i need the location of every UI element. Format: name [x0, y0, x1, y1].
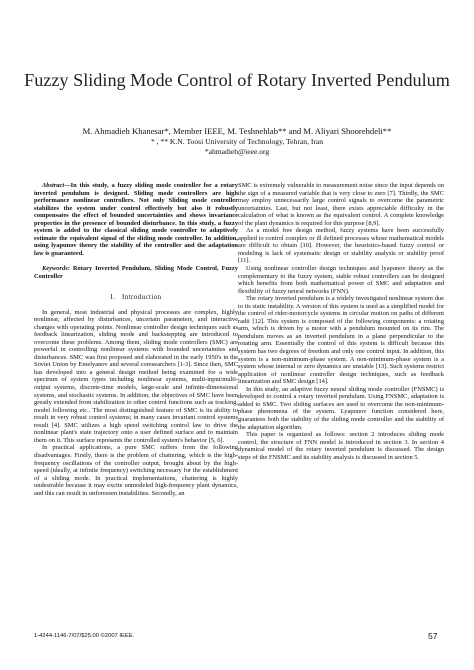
affiliation: * , ** K.N. Toosi University of Technology, Tehran, Iran	[150, 137, 324, 146]
keywords-text: Rotary Inverted Pendulum, Sliding Mode Control, Fuzzy Controller	[34, 265, 238, 281]
keywords	[34, 265, 238, 280]
abstract	[34, 182, 238, 257]
body-paragraph: SMC is extremely vulnerable to measurement noise since the input depends on the sign of a measured variable that is very close to zero [7]. Thirdly, the SMC may employ unnecessarily large control signals to overcome the parametric uncertainties. Last, but not least, there exists appreciable difficulty in the calculation of what is known as the equivalent control. A complete knowledge of the plant dynamics is required for this purpose [8,9].	[238, 182, 444, 227]
body-paragraph: The rotary inverted pendulum is a widely investigated nonlinear system due to its static instability. A version of this system is used as a simplified model for the control of rider-motorcycle systems in circular motion on paths of different radii [12]. This system is composed of the following components: a rotating arm, which is driven by a motor with a pendulum mounted on its rim. The pendulum moves as an inverted pendulum in a plane perpendicular to the rotating arm. Essentially the control of this system is difficult because this system has two degrees of freedom and only one control input. In addition, this system is a non-minimum-phase system. A non-minimum-phase system is a system whose internal or zero dynamics are unstable [13]. Such systems restrict application of nonlinear controller design techniques, such as feedback linearization and SMC design [14].	[238, 295, 444, 386]
paper-title: Fuzzy Sliding Mode Control of Rotary Inverted Pendulum	[24, 70, 450, 90]
right-column	[238, 182, 444, 461]
author-email: *ahmadieh@ieee.org	[204, 147, 270, 156]
body-paragraph: This paper is organized as follows: section 2 introduces sliding mode control, the structure of FNN model is introduced in section 3. In section 4 dynamical model of the rotary inverted pendulum is discussed. The design steps of the FNSMC and its stability analysis is discussed in section 5.	[238, 431, 444, 461]
abstract-text: —In this study, a fuzzy sliding mode controller for a rotary inverted pendulum is designed. Sliding mode controllers are high performance nonlinear controllers. Not only Sliding mode controller stabilizes the system under control effectively but also it robustly compensates the effect of bounded uncertainties and shows invariance properties in the presence of bounded disturbance. In this study, a fuzzy system is added to the classical sliding mode controller to adaptively estimate the equivalent signal of the sliding mode controller. In addition, using lyapunov theory the stability of the controller and the adaptation law is guaranteed.	[34, 182, 238, 257]
author-block	[20, 126, 454, 157]
left-column	[34, 182, 238, 497]
abstract-label: Abstract	[42, 182, 65, 189]
body-paragraph: In this study, an adaptive fuzzy neural sliding mode controller (FNSMC) is developed to control a rotary inverted pendulum. Using FNSMC, adaptation is added to SMC. Two sliding surfaces are used to overcome the non-minimum-phase phenomena of the system. Lyapunov function considered here, guarantees both the stability of the sliding mode controller and the stability of the adaptation algorithm.	[238, 385, 444, 431]
section-numeral: I.	[110, 293, 116, 301]
body-paragraph: Using nonlinear controller design techniques and lyapunov theory as the complementary to the fuzzy system, stable robust controllers can be designed which benefits from both mathematical power of SMC and adaptation and flexibility of fuzzy neural networks (FNN).	[238, 265, 444, 295]
copyright-notice: 1-4244-1146-7/07/$25.00 ©2007 IEEE.	[34, 633, 135, 639]
section-title: Introduction	[121, 293, 162, 301]
page-number: 57	[428, 631, 438, 641]
author-line: M. Ahmadieh Khanesar*, Member IEEE, M. Teshnehlab** and M. Aliyari Shoorehdeli**	[82, 126, 392, 136]
keywords-label: Keywords:	[42, 265, 70, 273]
body-paragraph: As a model free design method, fuzzy systems have been successfully applied to control complex or ill defined processes whose mathematical models are difficult to obtain [10]. However, the heuristics-based fuzzy control or modeling is lack of systematic design or stability analysis or stability proof [11].	[238, 227, 444, 265]
body-paragraph: In practical applications, a pure SMC suffers from the following disadvantages. Firstly, there is the problem of chattering, which is the high-frequency oscillations of the controller output, brought about by the high-speed (ideally, at infinite frequency) switching necessary for the establishment of a sliding mode. In practical implementations, chattering is highly undesirable because it may excite unmodeled high-frequency plant dynamics, and this can result in unforeseen instabilities. Secondly, an	[34, 444, 238, 497]
body-paragraph: In general, most industrial and physical processes are complex, highly nonlinear, affected by disturbances, uncertain parameters, and interactive changes with operating points. Nonlinear controller design techniques such as feedback linearization, sliding mode and backstepping are introduced to overcome these problems. Among them, sliding mode controllers (SMC) are powerful in controlling nonlinear systems with bounded uncertainties and disturbances. SMC was first proposed and elaborated in the early 1950's in the Soviet Union by Emelyanov and several coresearchers [1-3]. Since then, SMC has developed into a general design method being examined for a wide spectrum of system types including nonlinear systems, multi-input/multi-output systems, discrete-time models, large-scale and infinite-dimensional systems, and stochastic systems. In addition, the objectives of SMC have been greatly extended from stabilization to other control functions such as tracking, model following etc.. The most distinguished feature of SMC is its ability to result in very robust control systems; in many cases invariant control systems result [4]. SMC utilizes a high speed switching control law to drive the nonlinear plant's state trajectory onto a user defined surface and to maintain them on it. This surface represents the controlled system's behavior [5, 6].	[34, 308, 238, 444]
section-heading-introduction	[34, 294, 238, 301]
